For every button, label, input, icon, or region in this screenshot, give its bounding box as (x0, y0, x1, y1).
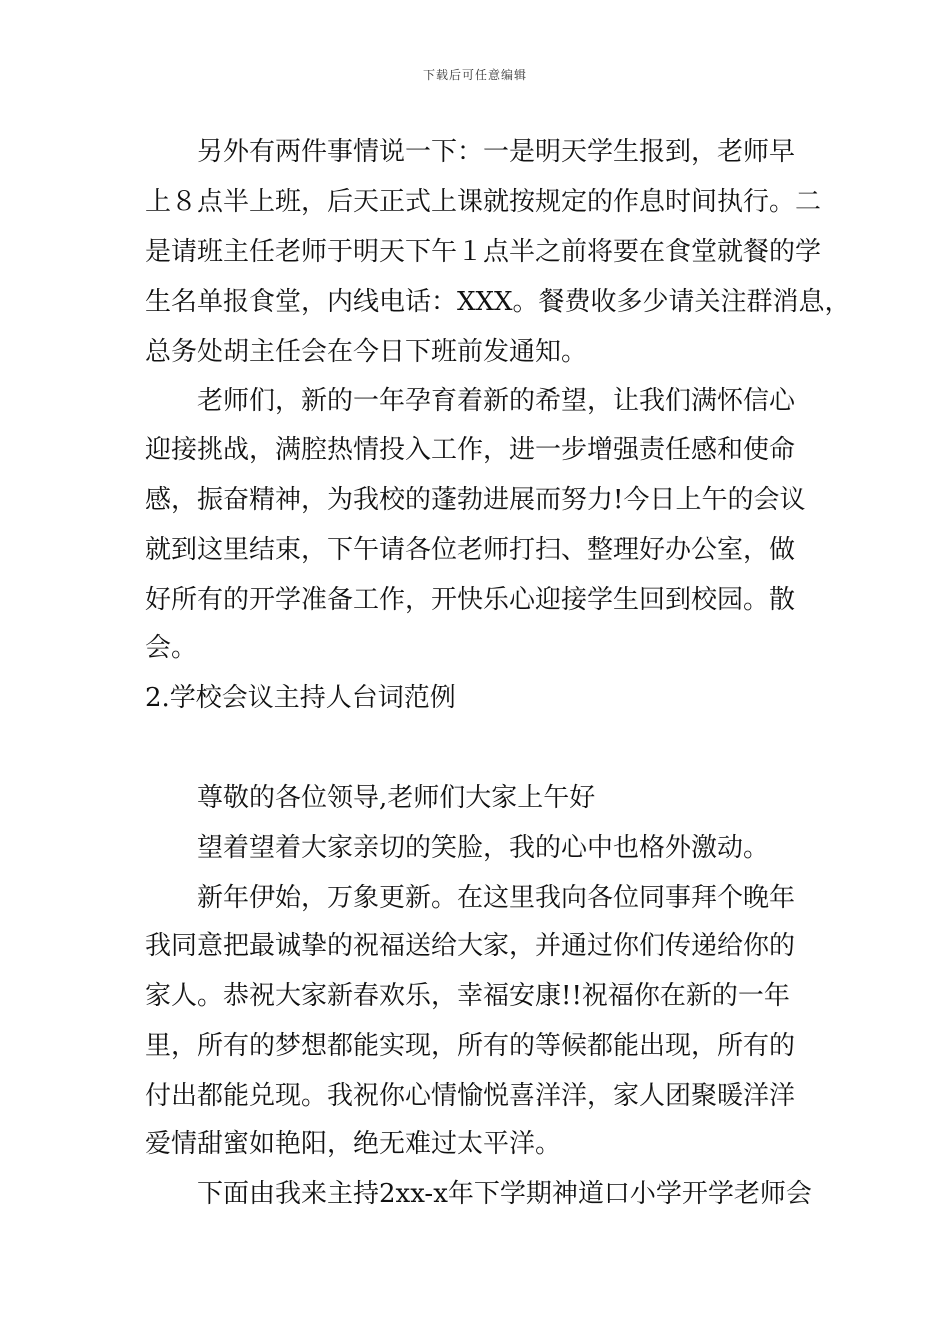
paragraph-line: 爱情甜蜜如艳阳，绝无难过太平洋。 (145, 1129, 562, 1159)
paragraph-line: 下面由我来主持2xx-x年下学期神道口小学开学老师会 (197, 1179, 812, 1209)
paragraph-line: 另外有两件事情说一下：一是明天学生报到，老师早 (197, 137, 796, 167)
paragraph-line: 家人。恭祝大家新春欢乐，幸福安康!!祝福你在新的一年 (145, 981, 790, 1011)
paragraph-line: 老师们，新的一年孕育着新的希望，让我们满怀信心 (197, 386, 796, 416)
section-heading: 2.学校会议主持人台词范例 (145, 683, 456, 713)
paragraph-line: 生名单报食堂，内线电话：XXX。餐费收多少请关注群消息， (145, 287, 851, 317)
paragraph-line: 好所有的开学准备工作，开快乐心迎接学生回到校园。散 (145, 585, 796, 615)
paragraph-line: 迎接挑战，满腔热情投入工作，进一步增强责任感和使命 (145, 435, 796, 465)
paragraph-line: 总务处胡主任会在今日下班前发通知。 (145, 337, 588, 367)
paragraph-line: 新年伊始，万象更新。在这里我向各位同事拜个晚年 (197, 883, 796, 913)
header-note: 下载后可任意编辑 (422, 68, 527, 82)
paragraph-line: 感，振奋精神，为我校的蓬勃进展而努力!今日上午的会议 (145, 485, 806, 515)
paragraph-line: 望着望着大家亲切的笑脸，我的心中也格外激动。 (197, 833, 770, 863)
greeting-line: 尊敬的各位领导,老师们大家上午好 (197, 783, 596, 813)
paragraph-line: 上８点半上班，后天正式上课就按规定的作息时间执行。二 (145, 187, 822, 217)
paragraph-line: 就到这里结束，下午请各位老师打扫、整理好办公室，做 (145, 535, 796, 565)
paragraph-line: 会。 (145, 633, 198, 663)
paragraph-line: 是请班主任老师于明天下午１点半之前将要在食堂就餐的学 (145, 237, 822, 267)
paragraph-line: 我同意把最诚挚的祝福送给大家，并通过你们传递给你的 (145, 931, 796, 961)
paragraph-line: 付出都能兑现。我祝你心情愉悦喜洋洋，家人团聚暖洋洋 (145, 1081, 796, 1111)
paragraph-line: 里，所有的梦想都能实现，所有的等候都能出现，所有的 (145, 1031, 796, 1061)
